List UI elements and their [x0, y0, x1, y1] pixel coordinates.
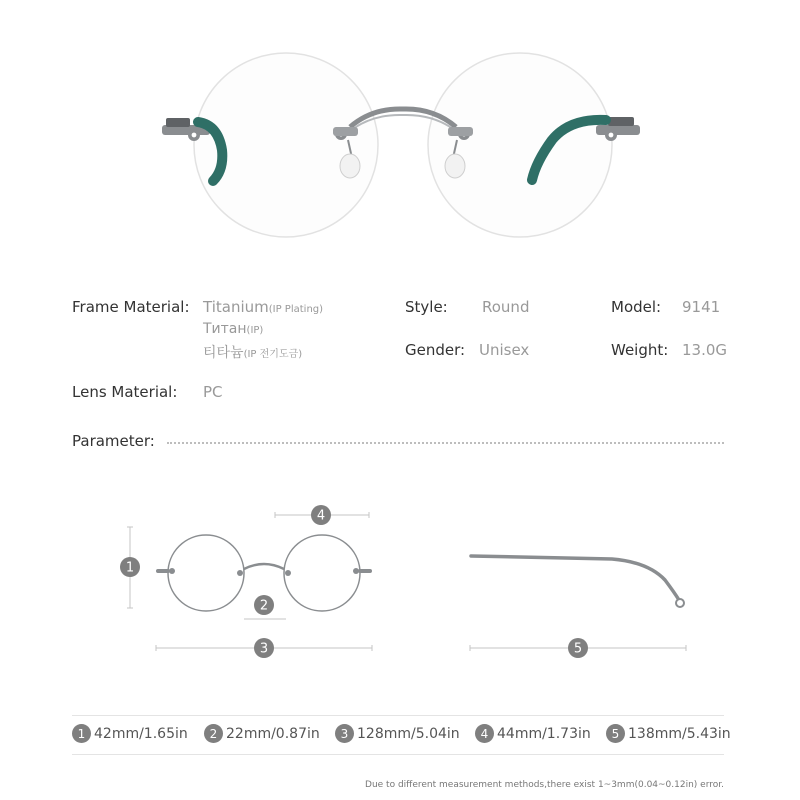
style-label: Style: — [405, 298, 448, 316]
measurement-1 — [72, 724, 188, 743]
gender-value: Unisex — [479, 341, 530, 359]
frame-material-value-ko — [203, 342, 302, 362]
style-value: Round — [482, 298, 530, 316]
measurement-3-text: 128mm/5.04in — [357, 725, 460, 742]
measurement-3 — [335, 724, 460, 743]
measurement-error-note: Due to different measurement methods,there exist 1~3mm(0.04~0.12in) error. — [365, 780, 724, 790]
weight-value: 13.0G — [682, 341, 728, 359]
diagram-marker-4-label: 4 — [316, 508, 326, 524]
diagram-bridge — [244, 564, 284, 569]
frame-material-en-note: (IP Plating) — [268, 304, 324, 315]
measurement-1-num: 1 — [72, 724, 91, 743]
left-nose-pad — [340, 154, 360, 178]
diagram-marker-2 — [254, 595, 274, 615]
measurement-1-text: 42mm/1.65in — [94, 725, 188, 742]
measurement-4-text: 44mm/1.73in — [497, 725, 591, 742]
frame-material-value-ru — [203, 321, 263, 337]
measurement-5-num: 5 — [606, 724, 625, 743]
measurement-5-text: 138mm/5.43in — [628, 725, 731, 742]
frame-material-ru: Титан — [203, 321, 247, 337]
lens-material-value: PC — [203, 383, 223, 401]
parameter-label: Parameter: — [72, 432, 155, 450]
lens-material-label: Lens Material: — [72, 383, 178, 401]
frame-material-ru-note: (IP) — [246, 325, 264, 336]
measurement-2-text: 22mm/0.87in — [226, 725, 320, 742]
frame-material-label: Frame Material: — [72, 298, 190, 316]
diagram-marker-4 — [311, 505, 331, 525]
gender-label: Gender: — [405, 341, 466, 359]
frame-material-en: Titanium — [203, 298, 269, 316]
measurement-4 — [475, 724, 591, 743]
diagram-marker-1-label: 1 — [125, 560, 135, 576]
glasses-product-photo — [0, 0, 800, 270]
frame-material-ko-note: (IP 전기도금) — [243, 349, 303, 360]
diagram-marker-1 — [120, 557, 140, 577]
model-value: 9141 — [682, 298, 721, 316]
measurement-3-num: 3 — [335, 724, 354, 743]
weight-label: Weight: — [611, 341, 669, 359]
frame-material-ko: 티타늄 — [203, 345, 244, 361]
right-nose-pad — [445, 154, 465, 178]
measurements-bottom-divider — [72, 754, 724, 755]
dimension-diagram — [0, 490, 800, 670]
parameter-dotted-line — [167, 442, 724, 444]
diagram-left-lens — [168, 535, 244, 611]
measurement-4-num: 4 — [475, 724, 494, 743]
frame-material-value-en — [203, 298, 323, 316]
diagram-marker-2-label: 2 — [259, 598, 269, 614]
diagram-marker-3-label: 3 — [259, 641, 269, 657]
diagram-marker-5 — [568, 638, 588, 658]
measurement-2 — [204, 724, 320, 743]
measurements-top-divider — [72, 715, 724, 716]
model-label: Model: — [611, 298, 662, 316]
measurement-2-num: 2 — [204, 724, 223, 743]
diagram-marker-3 — [254, 638, 274, 658]
measurement-5 — [606, 724, 731, 743]
diagram-right-lens — [284, 535, 360, 611]
diagram-marker-5-label: 5 — [573, 641, 583, 657]
diagram-temple — [471, 556, 679, 600]
